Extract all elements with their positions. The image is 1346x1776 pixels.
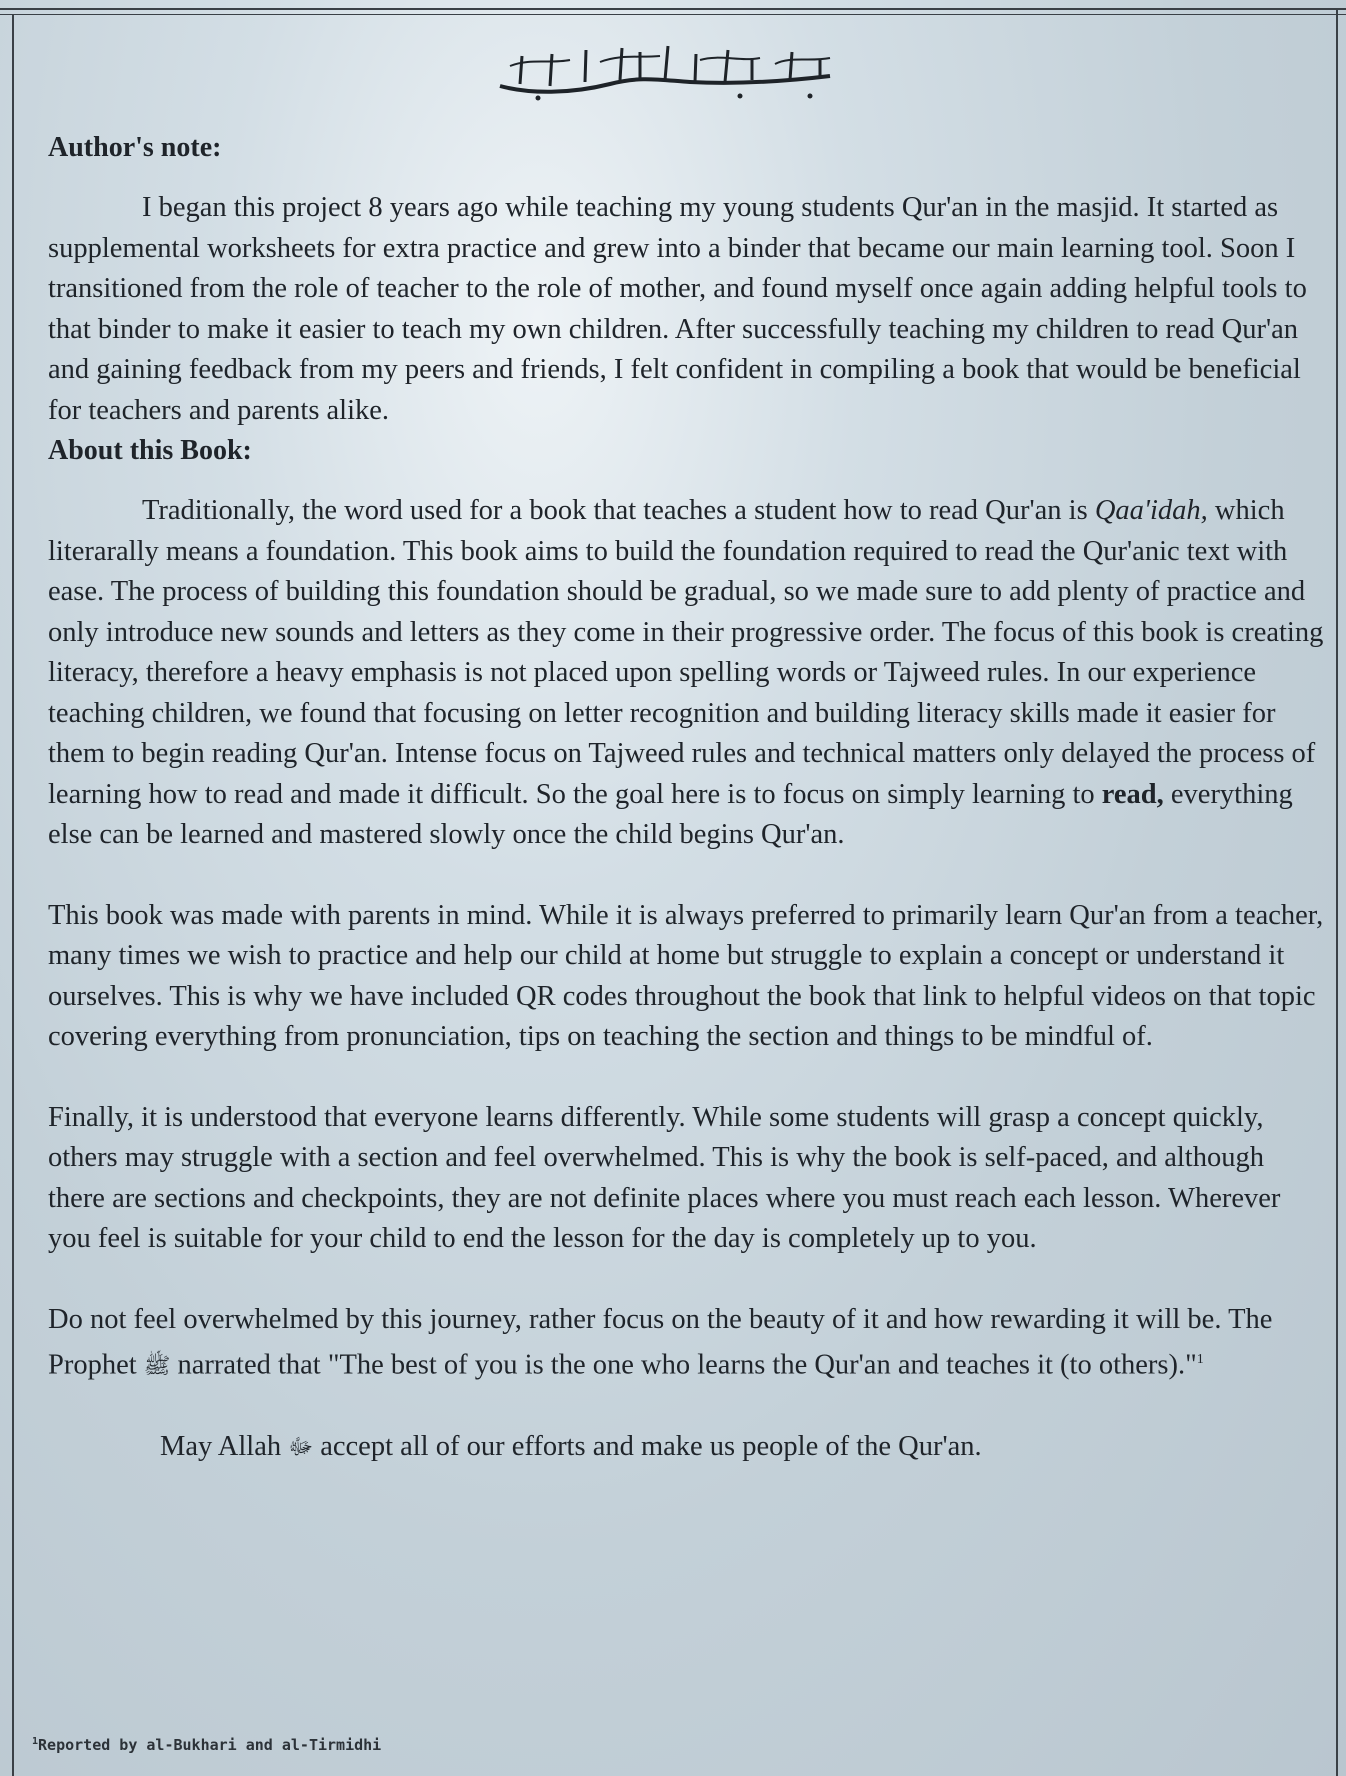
bismillah-calligraphy <box>490 36 850 106</box>
salawat-glyph: ﷺ <box>143 1353 171 1379</box>
closing-before: May Allah <box>160 1431 282 1463</box>
page-border-top-inner <box>0 14 1346 15</box>
closing-prayer <box>48 1427 1324 1469</box>
author-note-heading: Author's note: <box>48 132 222 163</box>
page-border-top <box>0 8 1346 10</box>
about-book-paragraph-4 <box>48 1300 1324 1388</box>
footnote-reference[interactable]: 1 <box>1196 1352 1204 1367</box>
qaaidah-term: Qaa'idah, <box>1094 495 1208 526</box>
jalla-jalaluhu-glyph: ﷻ <box>288 1435 314 1461</box>
about-book-paragraph-3: Finally, it is understood that everyone learns differently. While some students will grasp a concept quickly, others may struggle with a section and feel overwhelmed. This is why the book is self-paced, and although there are sections and checkpoints, they are not definite places where you must reach each lesson. Wherever you feel is suitable for your child to end the lesson for the day is completely up to you. <box>48 1101 1281 1254</box>
about-book-paragraph-2: This book was made with parents in mind. While it is always preferred to primarily learn Qur'an from a teacher, many times we wish to practice and help our child at home but struggle to explain a concept or understand it ourselves. This is why we have included QR codes throughout the book that link to helpful videos on that topic covering everything from pronunciation, tips on teaching the section and things to be mindful of. <box>48 899 1324 1052</box>
page-border-right <box>1336 8 1338 1776</box>
footnote-text: Reported by al-Bukhari and al-Tirmidhi <box>38 1736 382 1754</box>
about-book-paragraph-1 <box>48 491 1324 856</box>
p1-middle: which literarally means a foundation. This book aims to build the foundation required to read the Qur'anic text with ease. The process of building this foundation should be gradual, so we made sure to add plenty of practice and only introduce new sounds and letters as they come in their progressive order. The focus of this book is creating literacy, therefore a heavy emphasis is not placed upon spelling words or Tajweed rules. In our experience teaching children, we found that focusing on letter recognition and building literacy skills made it easier for them to begin reading Qur'an. Intense focus on Tajweed rules and technical matters only delayed the process of learning how to read and made it difficult. So the goal here is to focus on simply learning to <box>48 495 1324 810</box>
about-book-heading: About this Book: <box>48 435 252 466</box>
p1-intro: Traditionally, the word used for a book that teaches a student how to read Qur'an is <box>142 495 1088 526</box>
closing-after: accept all of our efforts and make us people of the Qur'an. <box>320 1431 982 1463</box>
bismillah-text: بسم الله الرحمن الرحيم <box>665 105 675 106</box>
p4-after: narrated that "The best of you is the one who learns the Qur'an and teaches it (to others)." <box>177 1349 1197 1381</box>
p1-end: everything else can be learned and mastered slowly once the child begins Qur'an. <box>48 778 1293 850</box>
page-border-left <box>12 14 14 1776</box>
document-body <box>48 128 1324 1469</box>
footnote <box>32 1736 381 1754</box>
footnote-mark: 1 <box>32 1736 39 1747</box>
p4-before: Do not feel overwhelmed by this journey, rather focus on the beauty of it and how rewarding it will be. The Prophet <box>48 1303 1273 1381</box>
author-note-paragraph: I began this project 8 years ago while teaching my young students Qur'an in the masjid. It started as supplemental worksheets for extra practice and grew into a binder that became our main learning tool. Soon I transitioned from the role of teacher to the role of mother, and found myself once again adding helpful tools to that binder to make it easier to teach my own children. After successfully teaching my children to read Qur'an and gaining feedback from my peers and friends, I felt confident in compiling a book that would be beneficial for teachers and parents alike. <box>48 192 1307 426</box>
read-emphasis: read, <box>1101 778 1164 810</box>
